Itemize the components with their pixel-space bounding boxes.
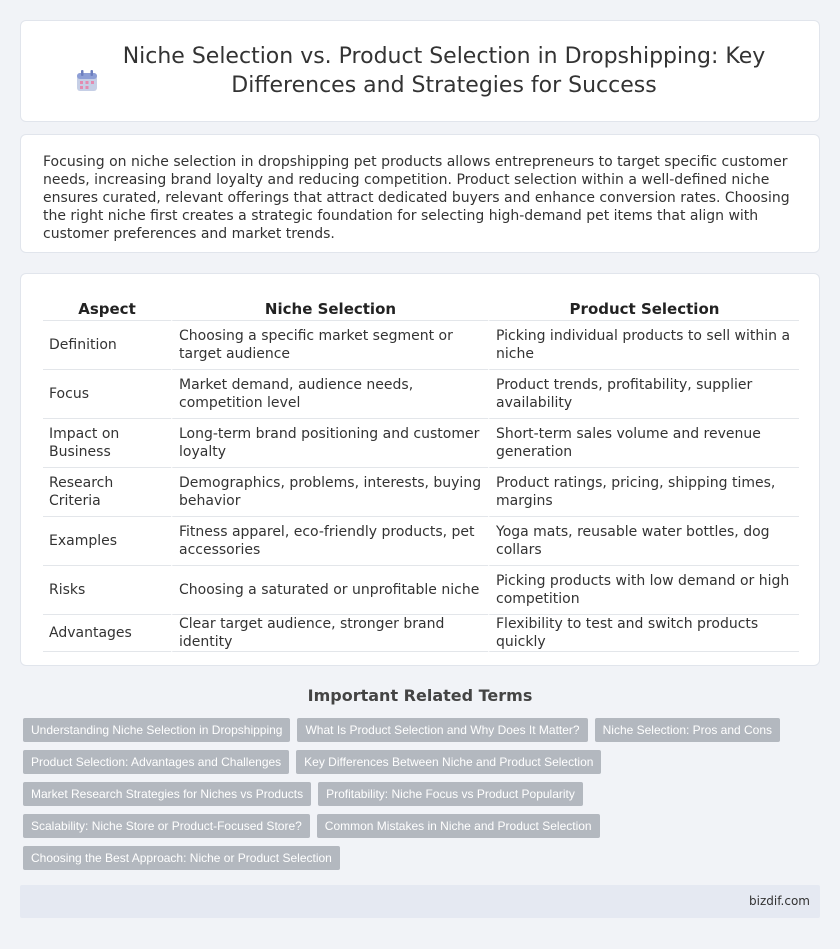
table-cell: Product ratings, pricing, shipping times, margins (488, 468, 799, 517)
related-terms-heading: Important Related Terms (307, 686, 533, 705)
title-card (20, 20, 820, 122)
related-term-tag[interactable]: Market Research Strategies for Niches vs Products (23, 782, 311, 806)
related-term-tag[interactable]: Understanding Niche Selection in Dropshipping (23, 718, 290, 742)
related-term-tag[interactable]: Common Mistakes in Niche and Product Selection (317, 814, 600, 838)
related-term-tag[interactable]: What Is Product Selection and Why Does It Matter? (297, 718, 587, 742)
footer (20, 885, 820, 918)
table-cell: Picking individual products to sell within a niche (488, 321, 799, 370)
intro-card (20, 134, 820, 253)
table-row (43, 566, 799, 615)
header-niche-selection: Niche Selection (171, 298, 488, 321)
table-cell: Examples (43, 517, 171, 566)
related-term-tag[interactable]: Profitability: Niche Focus vs Product Popularity (318, 782, 583, 806)
page-title-line-2: Differences and Strategies for Success (231, 73, 657, 98)
table-cell: Market demand, audience needs, competition level (171, 370, 488, 419)
tag-row (23, 846, 813, 870)
table-row (43, 468, 799, 517)
table-cell: Long-term brand positioning and customer loyalty (171, 419, 488, 468)
title-wrap (75, 42, 766, 100)
table-cell: Advantages (43, 615, 171, 652)
related-term-tag[interactable]: Key Differences Between Niche and Product Selection (296, 750, 601, 774)
related-terms-list (23, 718, 813, 878)
table-cell: Focus (43, 370, 171, 419)
comparison-table (43, 298, 799, 652)
table-row (43, 321, 799, 370)
intro-paragraph: Focusing on niche selection in dropshipping pet products allows entrepreneurs to target specific customer needs, increasing brand loyalty and reducing competition. Product selection within a well-defined niche ensures curated, relevant offerings that attract dedicated buyers and enhance conversion rates. Choosing the right niche first creates a strategic foundation for selecting high-demand pet items that align with customer preferences and market trends. (43, 154, 790, 242)
table-row (43, 615, 799, 652)
header-aspect: Aspect (43, 298, 171, 321)
table-cell: Research Criteria (43, 468, 171, 517)
table-cell: Picking products with low demand or high competition (488, 566, 799, 615)
table-cell: Fitness apparel, eco-friendly products, pet accessories (171, 517, 488, 566)
table-cell: Clear target audience, stronger brand identity (171, 615, 488, 652)
table-cell: Short-term sales volume and revenue generation (488, 419, 799, 468)
calendar-icon (75, 69, 99, 93)
tag-row (23, 782, 813, 806)
comparison-table-card (20, 273, 820, 666)
table-cell: Flexibility to test and switch products quickly (488, 615, 799, 652)
page-title-line-1: Niche Selection vs. Product Selection in Dropshipping: Key (122, 44, 766, 69)
table-cell: Product trends, profitability, supplier availability (488, 370, 799, 419)
table-header-row (43, 298, 799, 321)
table-row (43, 517, 799, 566)
table-cell: Impact on Business (43, 419, 171, 468)
related-term-tag[interactable]: Niche Selection: Pros and Cons (595, 718, 780, 742)
table-row (43, 370, 799, 419)
page-title (123, 42, 766, 100)
table-cell: Choosing a specific market segment or target audience (171, 321, 488, 370)
table-cell: Yoga mats, reusable water bottles, dog collars (488, 517, 799, 566)
table-row (43, 419, 799, 468)
tag-row (23, 814, 813, 838)
tag-row (23, 718, 813, 742)
table-cell: Risks (43, 566, 171, 615)
footer-site-link[interactable]: bizdif.com (749, 894, 810, 908)
table-cell: Choosing a saturated or unprofitable niche (171, 566, 488, 615)
table-cell: Demographics, problems, interests, buying behavior (171, 468, 488, 517)
related-term-tag[interactable]: Scalability: Niche Store or Product-Focused Store? (23, 814, 310, 838)
header-product-selection: Product Selection (488, 298, 799, 321)
related-term-tag[interactable]: Choosing the Best Approach: Niche or Product Selection (23, 846, 340, 870)
related-term-tag[interactable]: Product Selection: Advantages and Challenges (23, 750, 289, 774)
tag-row (23, 750, 813, 774)
table-cell: Definition (43, 321, 171, 370)
